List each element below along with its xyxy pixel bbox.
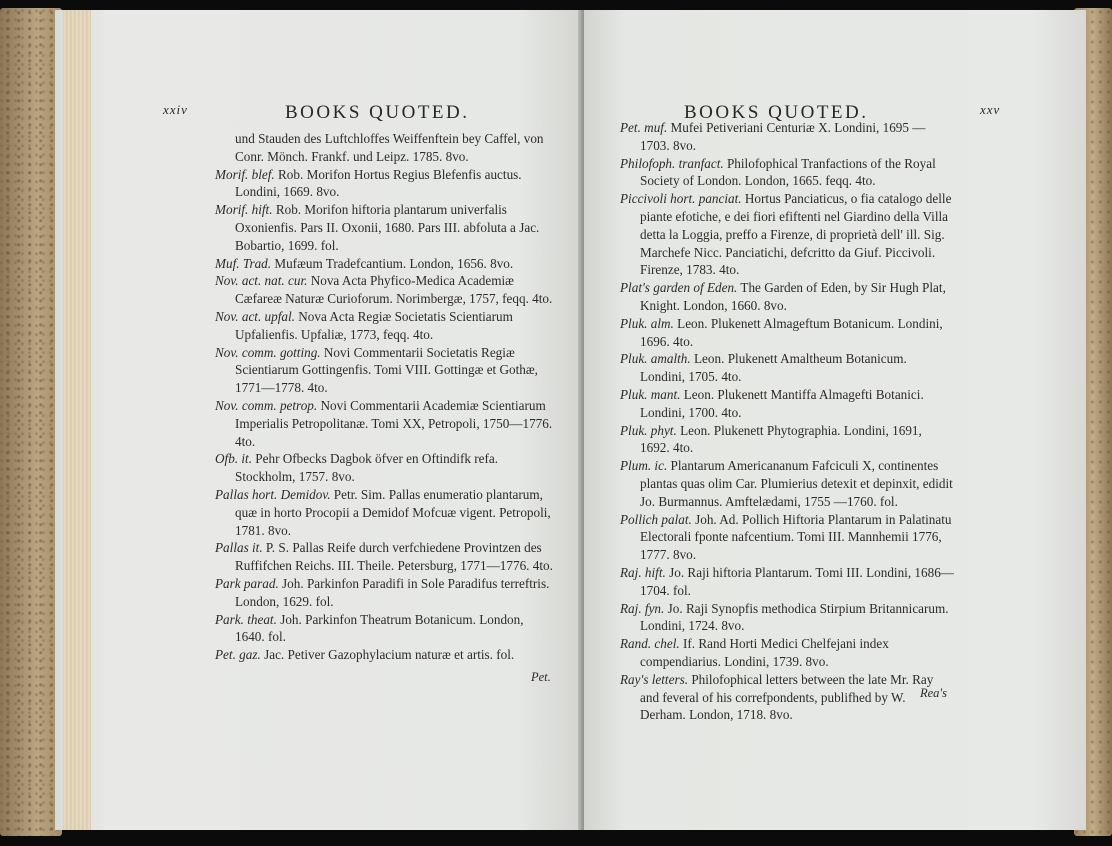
entry-abbreviation: Nov. comm. petrop. bbox=[215, 397, 318, 413]
bibliography-entry bbox=[620, 119, 954, 155]
bibliography-entry bbox=[215, 611, 555, 647]
entry-text: Philofophical letters between the late Mr. Ray and feveral of his correfpondents, publifhed by W. Derham. London, 1718. 8vo. bbox=[640, 671, 934, 723]
entry-abbreviation: Pet. muf. bbox=[620, 120, 668, 135]
entry-abbreviation: Nov. act. upfal. bbox=[215, 308, 295, 324]
entry-text: Petr. Sim. Pallas enumeratio plantarum, quæ in horto Procopii a Demidof Mofcuæ vigent. Petropoli, 1781. 8vo. bbox=[235, 486, 551, 538]
bibliography-entry bbox=[215, 397, 555, 450]
entry-abbreviation: Nov. act. nat. cur. bbox=[215, 273, 308, 289]
entry-text: Nova Acta Regiæ Societatis Scientiarum Upfalienfis. Upfaliæ, 1773, feqq. 4to. bbox=[235, 308, 513, 342]
bibliography-entry bbox=[620, 511, 954, 564]
entry-text: Jo. Raji Synopfis methodica Stirpium Britannicarum. Londini, 1724. 8vo. bbox=[640, 600, 949, 634]
entry-text: Jo. Raji hiftoria Plantarum. Tomi III. Londini, 1686—1704. fol. bbox=[640, 564, 954, 598]
entry-abbreviation: Raj. hift. bbox=[620, 564, 666, 580]
bibliography-entry bbox=[620, 155, 954, 191]
entry-abbreviation: Pluk. amalth. bbox=[620, 351, 691, 367]
bibliography-entry bbox=[215, 308, 555, 344]
entry-text: Plantarum Americananum Fafciculi X, continentes plantas quas olim Car. Plumierius detexit et depinxit, edidit Jo. Burmannus. Amftelædami, 1755 —1760. fol. bbox=[640, 458, 953, 509]
entry-text: Leon. Plukenett Almageftum Botanicum. Londini, 1696. 4to. bbox=[640, 315, 943, 349]
right-page-number: xxv bbox=[980, 102, 1001, 117]
entry-text: Mufei Petiveriani Centuriæ X. Londini, 1695 —1703. 8vo. bbox=[640, 120, 926, 153]
entry-abbreviation: Pollich palat. bbox=[620, 511, 692, 527]
entry-abbreviation: Philofoph. tranfact. bbox=[620, 155, 724, 171]
bibliography-entry bbox=[620, 386, 954, 422]
entry-text: Hortus Panciaticus, o fia catalogo delle piante efotiche, e dei fiori efiftenti nel Giardino della Villa detta la Loggia, preffo a Firenze, di proprietà dell' ill. Sig. Marchefe Nicc. Panciatichi, defcritto da Giuf. Piccivoli. Firenze, 1783. 4to. bbox=[640, 191, 952, 278]
entry-text: Jac. Petiver Gazophylacium naturæ et artis. fol. bbox=[264, 647, 515, 663]
entry-text: Joh. Parkinfon Paradifi in Sole Paradifus terreftris. London, 1629. fol. bbox=[235, 575, 550, 609]
left-page bbox=[55, 10, 583, 830]
bibliography-entry bbox=[215, 130, 555, 166]
entry-abbreviation: Plum. ic. bbox=[620, 458, 668, 474]
bibliography-entry bbox=[620, 279, 954, 315]
bibliography-entry bbox=[215, 255, 555, 273]
left-entries bbox=[215, 130, 555, 664]
entry-text: Joh. Parkinfon Theatrum Botanicum. London, 1640. fol. bbox=[235, 611, 524, 645]
bibliography-entry bbox=[620, 350, 954, 386]
entry-text: Philofophical Tranfactions of the Royal Society of London. London, 1665. feqq. 4to. bbox=[640, 155, 936, 189]
bibliography-entry bbox=[620, 635, 954, 671]
bibliography-entry bbox=[215, 646, 555, 664]
entry-abbreviation: Park. theat. bbox=[215, 611, 277, 627]
entry-text: The Garden of Eden, by Sir Hugh Plat, Knight. London, 1660. 8vo. bbox=[640, 280, 946, 313]
entry-abbreviation: Pet. gaz. bbox=[215, 647, 261, 663]
entry-abbreviation: Muf. Trad. bbox=[215, 255, 272, 271]
entry-text: Novi Commentarii Academiæ Scientiarum Imperialis Petropolitanæ. Tomi XX, Petropoli, 1750—1776. 4to. bbox=[235, 397, 553, 449]
entry-text: und Stauden des Luftchloffes Weiffenftein bey Caffel, von Conr. Mönch. Frankf. und Leipz. 1785. 8vo. bbox=[235, 131, 544, 164]
entry-text: Mufæum Tradefcantium. London, 1656. 8vo. bbox=[274, 255, 514, 271]
bibliography-entry bbox=[620, 457, 954, 510]
entry-abbreviation: Nov. comm. gotting. bbox=[215, 344, 321, 360]
bibliography-entry bbox=[215, 486, 555, 539]
entry-text: Leon. Plukenett Amaltheum Botanicum. Londini, 1705. 4to. bbox=[640, 351, 907, 385]
entry-abbreviation: Pallas it. bbox=[215, 540, 263, 556]
entry-text: P. S. Pallas Reife durch verfchiedene Provintzen des Ruffifchen Reichs. III. Theile. Petersburg, 1771—1776. 4to. bbox=[235, 540, 553, 574]
bibliography-entry bbox=[620, 600, 954, 636]
right-catchword: Rea's bbox=[920, 686, 947, 700]
book-cover-left bbox=[0, 8, 62, 836]
entry-abbreviation: Piccivoli hort. panciat. bbox=[620, 191, 742, 207]
entry-abbreviation: Ofb. it. bbox=[215, 451, 252, 467]
entry-abbreviation: Plat's garden of Eden. bbox=[620, 280, 738, 296]
entry-abbreviation: Ray's letters. bbox=[620, 671, 689, 687]
bibliography-entry bbox=[620, 422, 954, 458]
bibliography-entry bbox=[215, 272, 555, 308]
entry-abbreviation: Pallas hort. Demidov. bbox=[215, 486, 331, 502]
entry-abbreviation: Pluk. alm. bbox=[620, 315, 674, 331]
entry-text: Nova Acta Phyfico-Medica Academiæ Cæfareæ Naturæ Curioforum. Norimbergæ, 1757, feqq. 4to. bbox=[235, 273, 553, 307]
bibliography-entry bbox=[215, 539, 555, 575]
bibliography-entry bbox=[215, 575, 555, 611]
entry-abbreviation: Park parad. bbox=[215, 575, 279, 591]
right-entries bbox=[620, 119, 954, 724]
entry-abbreviation: Pluk. phyt. bbox=[620, 422, 677, 438]
entry-text: Pehr Ofbecks Dagbok öfver en Oftindifk refa. Stockholm, 1757. 8vo. bbox=[235, 451, 499, 485]
entry-abbreviation: Raj. fyn. bbox=[620, 600, 665, 616]
bibliography-entry bbox=[215, 201, 555, 254]
bibliography-entry bbox=[620, 190, 954, 279]
entry-text: Rob. Morifon Hortus Regius Blefenfis auctus. Londini, 1669. 8vo. bbox=[235, 166, 522, 200]
right-page bbox=[584, 10, 1086, 830]
bibliography-entry bbox=[620, 564, 954, 600]
entry-text: Leon. Plukenett Phytographia. Londini, 1691, 1692. 4to. bbox=[640, 422, 922, 456]
entry-abbreviation: Rand. chel. bbox=[620, 636, 680, 652]
left-running-head: BOOKS QUOTED. bbox=[285, 102, 470, 123]
left-page-number: xxiv bbox=[163, 102, 188, 117]
entry-text: Joh. Ad. Pollich Hiftoria Plantarum in Palatinatu Electorali fponte nafcentium. Tomi III. Mannhemii 1776, 1777. 8vo. bbox=[640, 511, 952, 563]
entry-text: Rob. Morifon hiftoria plantarum univerfalis Oxonienfis. Pars II. Oxonii, 1680. Pars III. abfoluta a Jac. Bobartio, 1699. fol. bbox=[235, 202, 540, 253]
entry-text: If. Rand Horti Medici Chelfejani index compendiarius. Londini, 1739. 8vo. bbox=[640, 636, 889, 669]
bibliography-entry bbox=[215, 344, 555, 397]
entry-abbreviation: Morif. blef. bbox=[215, 166, 275, 182]
bibliography-entry bbox=[215, 166, 555, 202]
entry-abbreviation: Pluk. mant. bbox=[620, 386, 681, 402]
bibliography-entry bbox=[620, 671, 954, 724]
entry-abbreviation: Morif. hift. bbox=[215, 202, 273, 218]
bibliography-entry bbox=[620, 315, 954, 351]
entry-text: Novi Commentarii Societatis Regiæ Scientiarum Gottingenfis. Tomi VIII. Gottingæ et Gothæ, 1771—1778. 4to. bbox=[235, 344, 538, 396]
left-catchword: Pet. bbox=[531, 670, 551, 684]
entry-text: Leon. Plukenett Mantiffa Almagefti Botanici. Londini, 1700. 4to. bbox=[640, 386, 924, 420]
bibliography-entry bbox=[215, 450, 555, 486]
right-running-head: BOOKS QUOTED. bbox=[684, 102, 869, 123]
